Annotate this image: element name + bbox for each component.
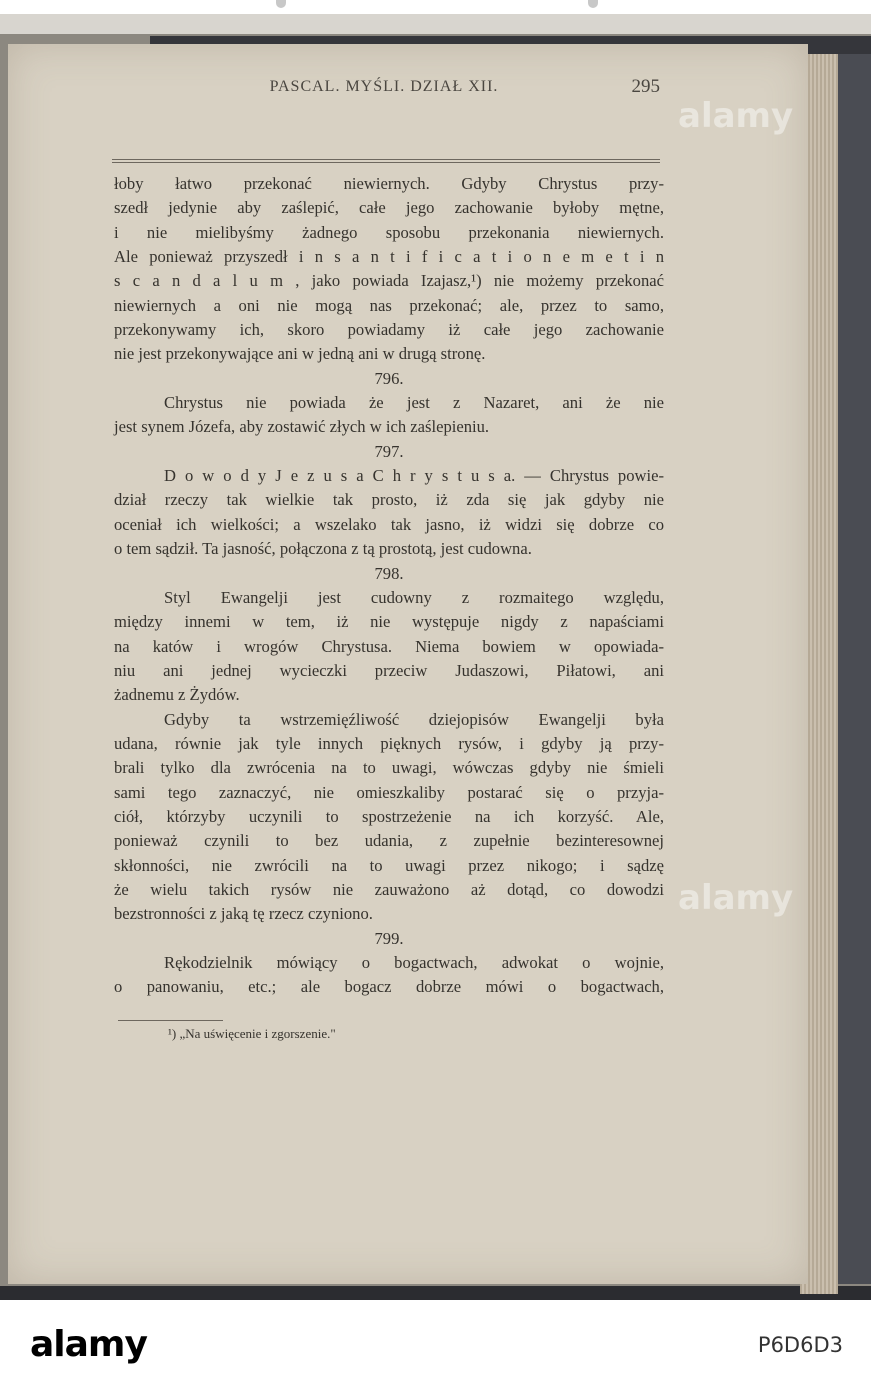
fragment-number: 798. — [374, 563, 404, 583]
text-line: szedł jedynie aby zaślepić, całe jego zachowanie byłoby mętne, — [114, 198, 664, 218]
text-line: Chrystus nie powiada że jest z Nazaret, ani że nie — [164, 393, 664, 413]
footnote: ¹) „Na uświęcenie i zgorszenie." — [168, 1026, 336, 1041]
running-title: PASCAL. MYŚLI. DZIAŁ XII. — [269, 78, 499, 95]
text-line: Gdyby ta wstrzemięźliwość dziejopisów Ewangelji była — [164, 709, 664, 729]
body-text — [114, 172, 664, 1000]
text-line: żadnemu z Żydów. — [114, 685, 240, 705]
text-line: przekonywamy ich, skoro powiadamy iż całe jego zachowanie — [114, 320, 664, 340]
text-line: Rękodzielnik mówiący o bogactwach, adwokat o wojnie, — [164, 953, 664, 972]
watermark-tick — [276, 0, 286, 8]
running-head — [108, 76, 660, 102]
text-line: ponieważ czynili to bez udania, z zupełnie bezinteresownej — [114, 831, 664, 851]
footnote-rule — [118, 1020, 223, 1021]
watermark-overlay: alamy — [678, 96, 794, 136]
book-spine-edge — [835, 54, 871, 1284]
page-number: 295 — [631, 76, 660, 97]
fragment-number: 796. — [374, 368, 404, 388]
fragment-number: 799. — [374, 928, 404, 948]
top-watermark-strip — [0, 0, 871, 12]
text-line: niu ani jednej wycieczki przeciw Judaszowi, Piłatowi, ani — [114, 660, 664, 680]
alamy-logo: alamy — [30, 1324, 147, 1365]
text-line: skłonności, nie zwrócili na to uwagi przez nikogo; i sądzę — [114, 855, 664, 875]
text-line: że wielu takich rysów nie zauważono aż dotąd, co dowodzi — [114, 879, 664, 899]
stock-id: P6D6D3 — [757, 1333, 843, 1357]
watermark-overlay: alamy — [678, 878, 794, 918]
fragment-number: 797. — [374, 441, 404, 461]
text-line: między innemi w tem, iż nie występuje nigdy z napaściami — [114, 612, 664, 632]
header-rule — [112, 159, 660, 160]
text-line: niewiernych a oni nie mogą nas przekonać; ale, przez to samo, — [114, 295, 664, 315]
text-line: oceniał ich wielkości; a wszelako tak jasno, iż widzi się dobrze co — [114, 514, 664, 534]
text-line: o panowaniu, etc.; ale bogacz dobrze mówi o bogactwach, — [114, 977, 664, 997]
text-line: na katów i wrogów Chrystusa. Niema bowiem w opowiada- — [114, 636, 664, 656]
text-line: ciół, którzyby uczynili to spostrzeżenie na ich korzyść. Ale, — [114, 806, 664, 826]
text-line: i nie mielibyśmy żadnego sposobu przekonania niewiernych. — [114, 222, 664, 242]
watermark-tick — [588, 0, 598, 8]
text-line: nie jest przekonywające ani w jedną ani w drugą stronę. — [114, 344, 486, 364]
text-line: dział rzeczy tak wielkie tak prosto, iż zda się jak gdyby nie — [114, 490, 664, 510]
text-line: bezstronności z jaką tę rzecz czyniono. — [114, 904, 373, 924]
text-line: jest synem Józefa, aby zostawić złych w ich zaślepieniu. — [114, 417, 490, 437]
text-line: brali tylko dla zwrócenia na to uwagi, wówczas gdyby nie śmieli — [114, 758, 664, 778]
text-line: łoby łatwo przekonać niewiernych. Gdyby Chrystus przy- — [114, 174, 664, 193]
text-line: o tem sądził. Ta jasność, połączona z tą prostotą, jest cudowna. — [114, 539, 532, 559]
text-line: D o w o d y J e z u s a C h r y s t u s a. — Chrystus powie- — [164, 466, 664, 486]
text-line: Styl Ewangelji jest cudowny z rozmaitego względu, — [164, 587, 664, 607]
text-line: Ale ponieważ przyszedł i n s a n t i f i c a t i o n e m e t i n — [114, 247, 664, 267]
text-line: s c a n d a l u m , jako powiada Izajasz,¹) nie możemy przekonać — [114, 271, 664, 291]
text-line: udana, równie jak tyle innych pięknych rysów, i gdyby ją przy- — [114, 733, 664, 753]
header-rule — [112, 162, 660, 163]
text-line: sami tego zaznaczyć, nie omieszkaliby postarać się o przyja- — [114, 782, 664, 802]
